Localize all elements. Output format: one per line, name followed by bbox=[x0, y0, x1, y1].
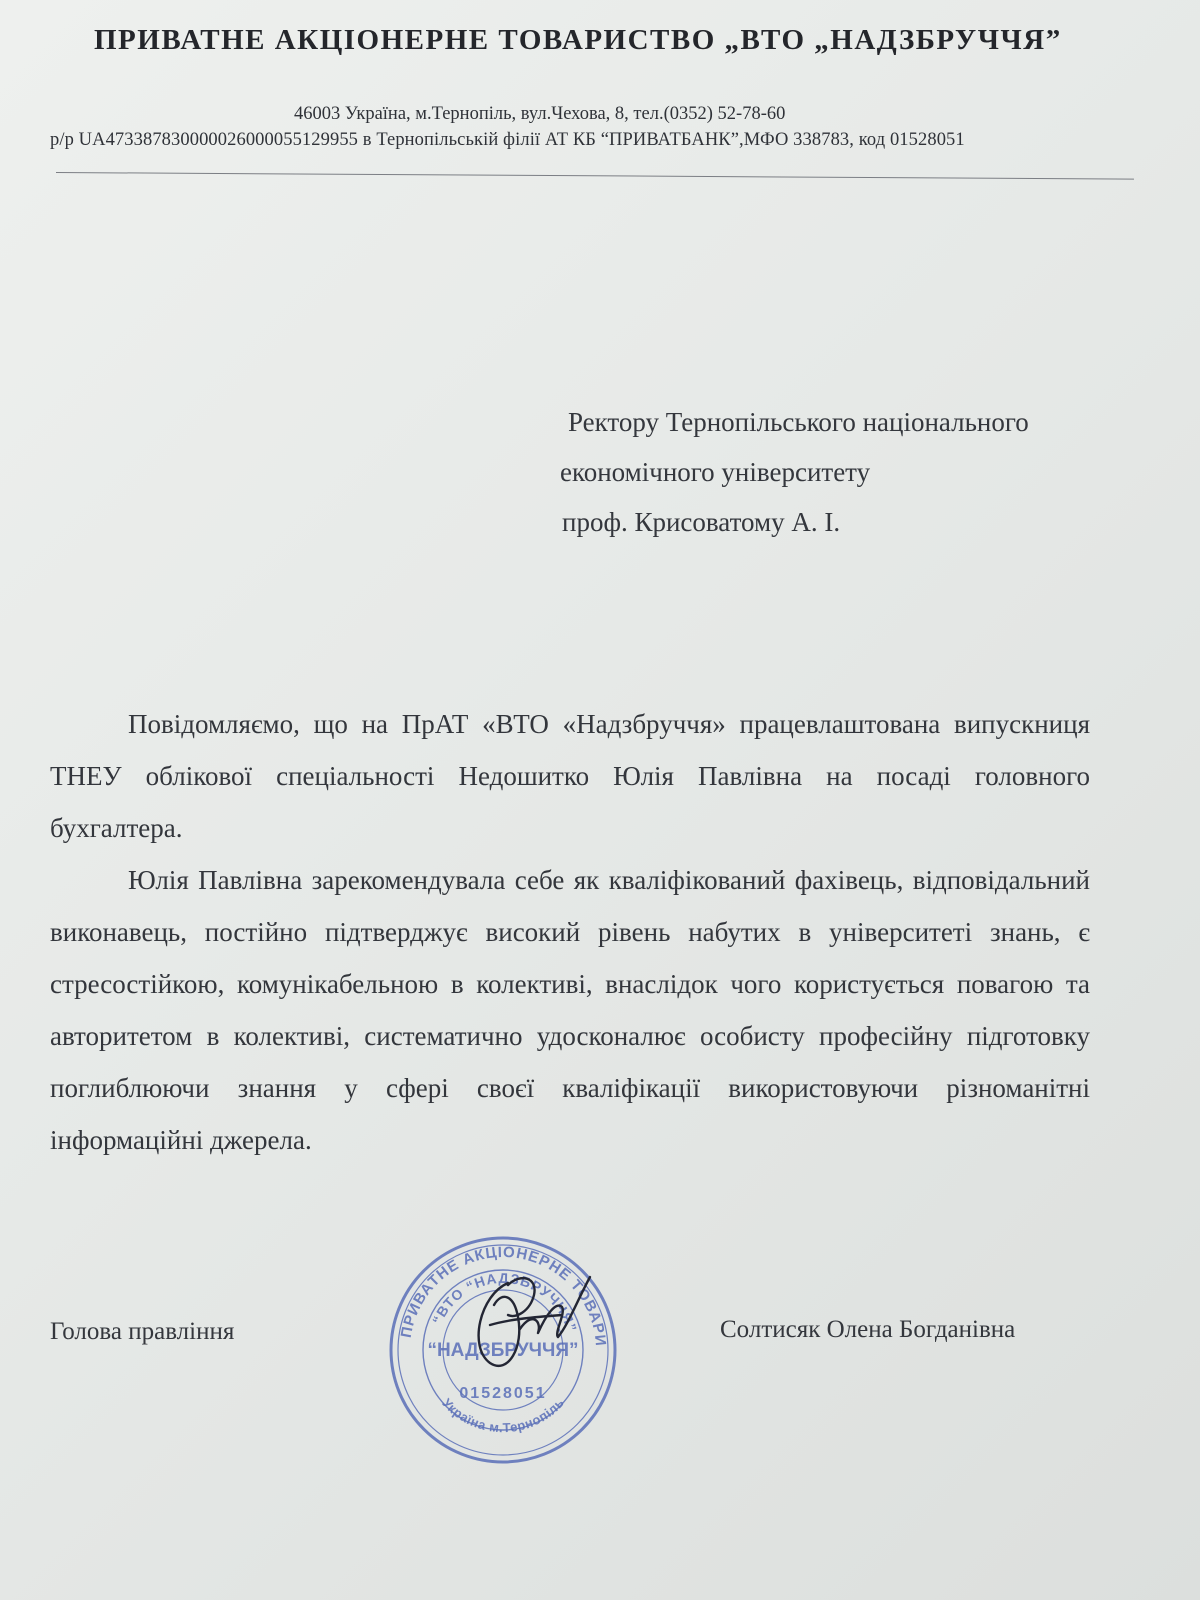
addressee-line-3: проф. Крисоватому А. І. bbox=[562, 507, 841, 537]
signatory-name: Солтисяк Олена Богданівна bbox=[720, 1316, 1016, 1343]
letter-body bbox=[50, 698, 1090, 1166]
seal-center-text: “НАДЗБРУЧЧЯ” bbox=[427, 1340, 579, 1361]
handwritten-signature bbox=[450, 1255, 610, 1395]
seal-code: 01528051 bbox=[459, 1385, 547, 1402]
header-divider bbox=[56, 172, 1134, 180]
body-paragraph-1: Повідомляємо, що на ПрАТ «ВТО «Надзбруччя» працевлаштована випускниця ТНЕУ облікової спеціальності Недошитко Юлія Павлівна на посаді головного бухгалтера. bbox=[50, 709, 1090, 843]
addressee-block bbox=[560, 397, 1029, 547]
seal-outer-text: ПРИВАТНЕ АКЦІОНЕРНЕ ТОВАРИ bbox=[397, 1243, 610, 1348]
company-address: 46003 Україна, м.Тернопіль, вул.Чехова, 8, тел.(0352) 52-78-60 bbox=[294, 104, 786, 124]
addressee-line-1: Ректору Тернопільського національного bbox=[568, 407, 1029, 437]
addressee-line-2: економічного університету bbox=[560, 457, 871, 487]
bank-details: р/р UA473387830000026000055129955 в Тернопільській філії АТ КБ “ПРИВАТБАНК”,МФО 338783, код 01528051 bbox=[50, 130, 965, 150]
signatory-role: Голова правління bbox=[50, 1318, 235, 1345]
body-paragraph-2: Юлія Павлівна зарекомендувала себе як кваліфікований фахівець, відповідальний виконавець, постійно підтверджує високий рівень набутих в університеті знань, є стресостійкою, комунікабельною в колективі, внаслідок чого користується повагою та авторитетом в колективі, систематично удосконалює особисту професійну підготовку поглиблюючи знання у сфері своєї кваліфікації використовуючи різноманітні інформаційні джерела. bbox=[50, 865, 1090, 1155]
seal-inner-text: “ВТО “НАДЗБРУЧЧЯ” bbox=[428, 1269, 581, 1335]
company-name: ПРИВАТНЕ АКЦІОНЕРНЕ ТОВАРИСТВО „ВТО „НАДЗБРУЧЧЯ” bbox=[94, 24, 1062, 56]
seal-bottom-text: Україна м.Тернопіль bbox=[439, 1394, 568, 1436]
